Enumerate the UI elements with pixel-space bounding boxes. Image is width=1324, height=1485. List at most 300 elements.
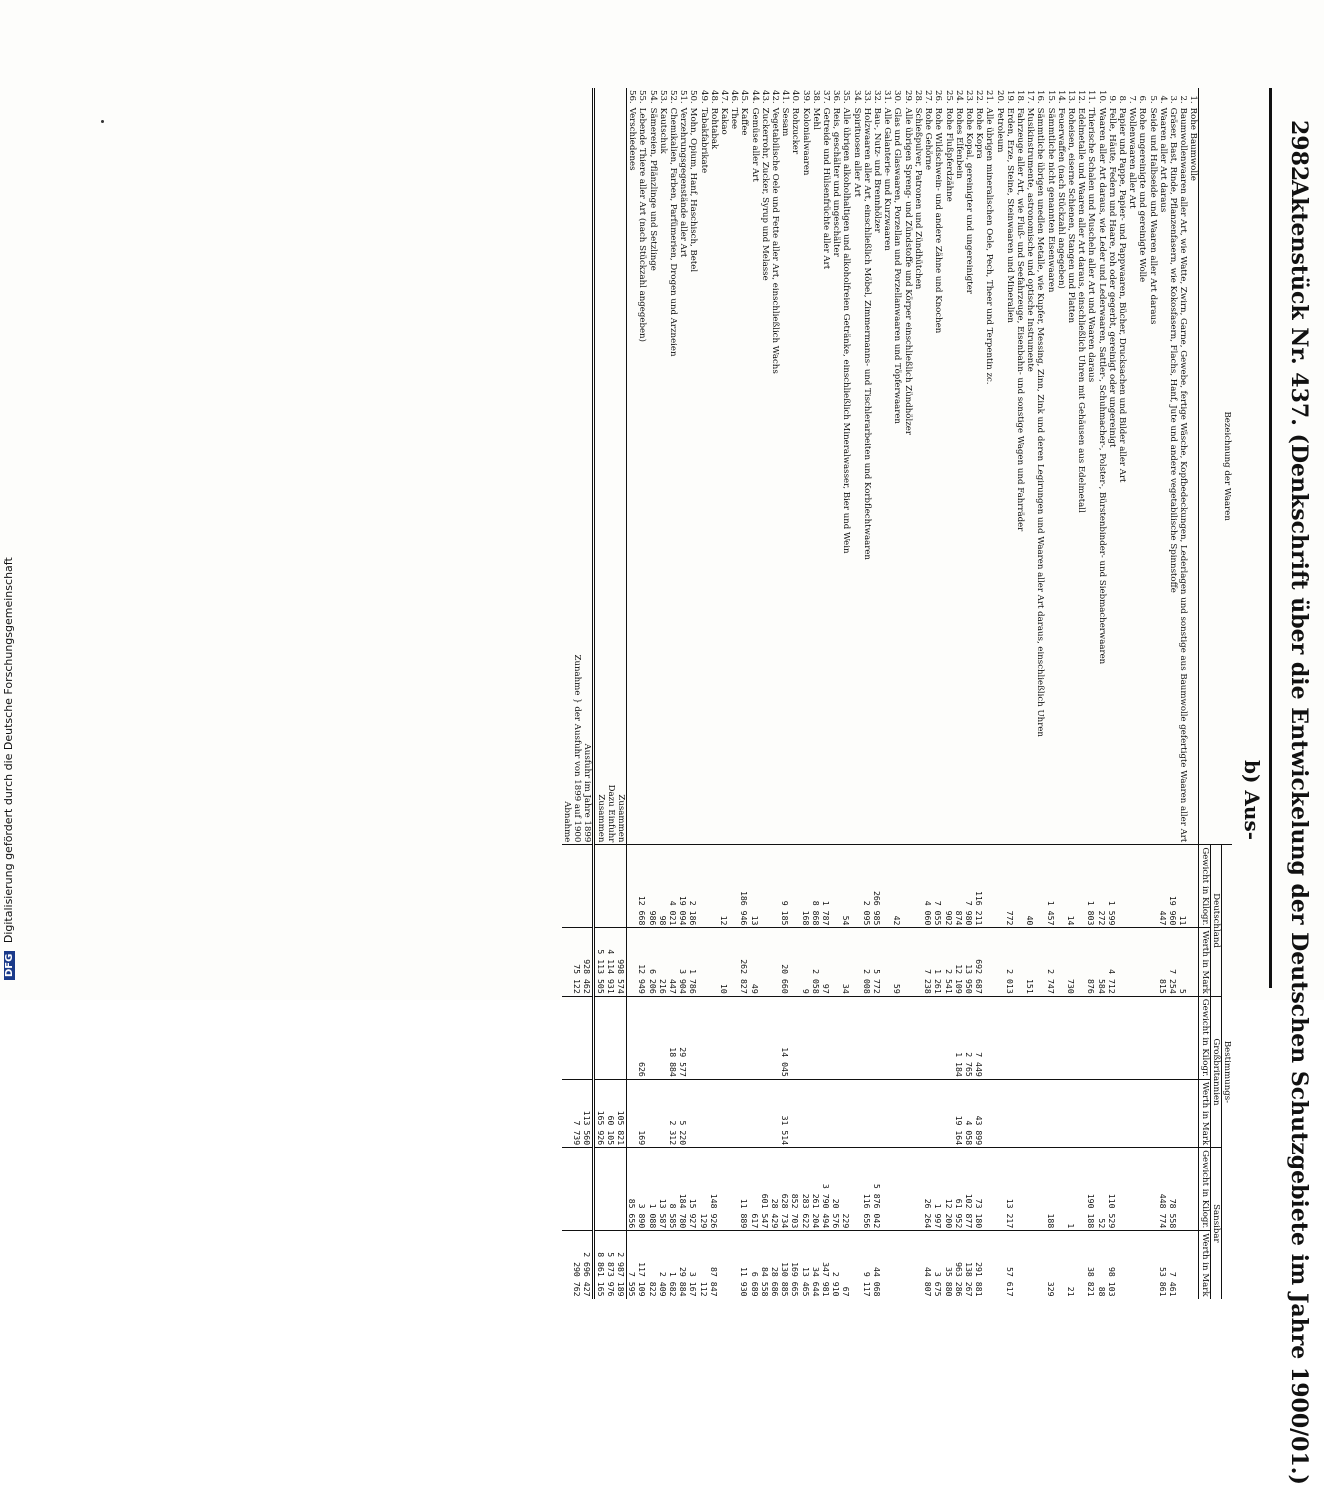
row-value [903,1148,913,1231]
row-value: 5 220 [678,1079,688,1147]
table-row [780,88,790,1299]
row-value: 261 204 [811,1148,821,1231]
row-value: 3 790 494 [821,1148,831,1231]
row-value [1127,845,1137,928]
row-name: Getreide und Hülsenfrüchte aller Art [821,107,832,270]
row-number: 14. [1055,90,1066,104]
col-header-name: Bezeichnung der Waaren [1199,88,1232,845]
row-value [1147,1231,1157,1299]
row-value: 34 644 [811,1231,821,1299]
row-number: 53. [657,90,668,104]
row-value: 1 457 [1045,845,1055,928]
row-value [1188,1231,1199,1299]
row-name: Kolonialwaaren [800,107,811,176]
row-value [1188,1148,1199,1231]
row-value: 15 927 [688,1148,698,1231]
row-value [1117,1079,1127,1147]
row-number: 30. [892,90,903,104]
row-value [800,996,810,1079]
row-value: 52 [1096,1148,1106,1231]
row-value: 78 558 [1168,1148,1178,1231]
row-value: 9 117 [862,1231,872,1299]
row-name: Schießpulver, Patronen und Zündhütchen [912,107,923,290]
row-number: 38. [810,90,821,104]
row-value [923,1079,933,1147]
row-value [1127,1079,1137,1147]
row-value: 2 312 [668,1079,678,1147]
row-value [1056,845,1066,928]
row-value [1127,928,1137,996]
row-value [1188,996,1199,1079]
row-value: 57 617 [1005,1231,1015,1299]
row-number: 7. [1127,95,1138,104]
row-value: 168 [800,845,810,928]
row-number: 3. [1167,95,1178,104]
table-row [882,88,892,1299]
row-value: 14 [1066,845,1076,928]
row-number: 42. [770,90,781,104]
row-number: 22. [974,90,985,104]
row-name: Seide und Halbseide und Waaren aller Art daraus [1147,107,1158,325]
table-row [1086,88,1096,1299]
row-value [923,996,933,1079]
total-value: 60 105 [606,1079,616,1147]
row-number: 15. [1045,90,1056,104]
row-value [1137,1148,1147,1231]
row-name: Sesam [780,107,791,137]
row-value: 1 803 [1086,845,1096,928]
row-name: Rohe ungereinigte und gereinigte Wolle [1137,107,1148,283]
row-value: 617 [749,1148,759,1231]
row-value [770,928,780,996]
row-name: Alle übrigen alkoholhaltigen und alkoholfreien Getränke, einschließlich Mineralwasser, Bier und Wein [841,107,852,554]
total-value: 998 574 [616,928,627,996]
total-value [616,845,627,928]
row-number: 31. [882,90,893,104]
row-value [994,1148,1004,1231]
row-value: 151 [1025,928,1035,996]
row-value [790,1079,800,1147]
row-number: 12. [1076,90,1087,104]
row-value [770,1079,780,1147]
total-value: 928 462 [582,928,594,996]
row-value: 7 055 [933,845,943,928]
row-name: Tabakfabrikate [698,107,709,174]
row-number: 51. [678,90,689,104]
total-value [562,928,572,996]
table-row [1096,88,1106,1299]
row-value [719,1148,729,1231]
row-name: Mehl [810,107,821,130]
table-row [739,88,749,1299]
row-value: 1 997 [933,1148,943,1231]
row-value [688,1079,698,1147]
row-value [913,928,923,996]
table-row [913,88,923,1299]
row-value [1107,1079,1117,1147]
total-value [572,845,582,928]
row-value: 2 186 [688,845,698,928]
row-value [994,1231,1004,1299]
row-number: 49. [698,90,709,104]
total-value [572,996,582,1079]
row-value: 88 [1096,1231,1106,1299]
total-value: 165 926 [594,1079,606,1147]
table-row [627,88,638,1299]
row-value: 43 899 [974,1079,984,1147]
row-value [882,845,892,928]
row-name: Alle übrigen mineralischen Oele, Pech, Theer und Terpentin zc. [984,107,995,385]
row-value: 40 [1025,845,1035,928]
row-value [892,1148,902,1231]
row-value [749,1079,759,1147]
row-value [1147,928,1157,996]
row-name: Verschiedenes [627,107,638,171]
row-name: Rohe Gehörne [923,107,934,171]
row-value: 12 949 [637,928,647,996]
row-value: 116 656 [862,1148,872,1231]
row-value: 11 930 [739,1231,749,1299]
row-value [729,928,739,996]
table-row [994,88,1004,1299]
row-name: Rohe Baumwolle [1188,107,1199,181]
row-number: 21. [984,90,995,104]
row-value [688,996,698,1079]
row-value [1127,1148,1137,1231]
row-number: 13. [1065,90,1076,104]
row-value [770,845,780,928]
row-value: 347 981 [821,1231,831,1299]
row-value [647,1079,657,1147]
row-value [1045,1079,1055,1147]
row-value: 1 786 [688,928,698,996]
row-value [984,1148,994,1231]
row-number: 32. [872,90,883,104]
table-row [1137,88,1147,1299]
row-value [1168,996,1178,1079]
row-value: 628 734 [780,1148,790,1231]
table-row [1178,88,1188,1299]
row-value [1015,928,1025,996]
row-value [851,845,861,928]
row-value: 2 095 [862,845,872,928]
row-value [1076,928,1086,996]
table-row [749,88,759,1299]
row-value: 5 772 [872,928,882,996]
row-value [882,996,892,1079]
section-heading: b) Aus- [1240,760,1264,841]
row-value: 6 689 [749,1231,759,1299]
row-value [1137,845,1147,928]
row-value [984,1231,994,1299]
row-value [1056,928,1066,996]
row-value [892,996,902,1079]
total-value [562,1148,572,1231]
row-value: 29 884 [678,1231,688,1299]
row-value: 266 985 [872,845,882,928]
row-value: 14 045 [780,996,790,1079]
row-value [831,928,841,996]
row-number: 2. [1178,95,1189,104]
row-value [760,1079,770,1147]
row-value [760,996,770,1079]
row-value [790,845,800,928]
row-value [831,845,841,928]
row-name: Vegetabilische Oele und Fette aller Art, einschließlich Wachs [770,107,781,374]
col-header-werth: Werth in Mark [1199,1079,1210,1147]
export-table [562,88,1232,1299]
table-row [964,88,974,1299]
row-number: 36. [831,90,842,104]
total-value [594,845,606,928]
row-value [729,845,739,928]
row-value [1056,996,1066,1079]
row-value [1117,996,1127,1079]
row-value: 11 [1178,845,1188,928]
row-value [933,996,943,1079]
col-header-gewicht: Gewicht in Kilogr. [1199,1148,1210,1231]
row-value: 21 [1066,1231,1076,1299]
total-value: 75 122 [572,928,582,996]
row-name: Sämmtliche übrigen unedlen Metalle, wie Kupfer, Messing, Zinn, Zink und deren Legirungen und Waaren aller Art daraus, einschließlich Uhren [1035,107,1046,737]
row-value [831,1079,841,1147]
row-name: Kautschuk [657,107,668,154]
row-name: Reis, geschälter und ungeschälter [831,107,842,257]
table-row [903,88,913,1299]
total-value [606,845,616,928]
row-value [903,928,913,996]
row-value [882,1079,892,1147]
row-value [760,845,770,928]
row-value: 4 712 [1107,928,1117,996]
row-value [903,1079,913,1147]
row-value: 13 217 [1005,1148,1015,1231]
row-value [903,845,913,928]
row-value: 2 013 [1005,928,1015,996]
row-value [1076,1231,1086,1299]
row-name: Glas und Glaswaaren, Porzellan und Porzellanwaaren und Töpferwaaren [892,107,903,424]
row-value [1005,996,1015,1079]
row-value [882,1148,892,1231]
row-value [770,996,780,1079]
row-value [862,996,872,1079]
row-value: 584 [1096,928,1106,996]
row-name: Thee [729,107,740,130]
table-row [760,88,770,1299]
row-value [1045,996,1055,1079]
row-value: 186 946 [739,845,749,928]
row-value: 216 [658,928,668,996]
row-name: Feuerwaffen (nach Stückzahl angegeben) [1055,107,1066,289]
row-value: 3 890 [637,1148,647,1231]
row-value: 283 622 [800,1148,810,1231]
row-value [1035,928,1045,996]
row-value [1086,996,1096,1079]
row-name: Waaren aller Art daraus, wie Leder und Lederwaaren, Sattler-, Schuhmacher-, Polster-, Bürstenbinder- und Siebmacherwaaren [1096,107,1107,665]
row-value: 13 587 [658,1148,668,1231]
row-name: Roheisen, eiserne Schienen, Stangen und Platten [1065,107,1076,323]
table-row [851,88,861,1299]
row-value [984,996,994,1079]
row-number: 1. [1188,95,1199,104]
row-number: 27. [923,90,934,104]
table-row [658,88,668,1299]
row-value: 67 [841,1231,851,1299]
row-value [1035,1079,1045,1147]
row-value: 8 868 [811,845,821,928]
total-value: 105 821 [616,1079,627,1147]
row-value: 42 [892,845,902,928]
row-name: Lebende Thiere aller Art (nach Stückzahl angegeben) [637,107,648,342]
row-name: Fahrzeuge aller Art, wie Fluß- und Seefahrzeuge, Eisenbahn- und sonstige Wagen und Fahrräder [1014,107,1025,532]
total-value: 290 762 [572,1231,582,1299]
row-value [627,845,638,928]
row-value [760,928,770,996]
row-value [1147,845,1157,928]
total-value [562,1079,572,1147]
row-value [658,996,668,1079]
row-value: 26 264 [923,1148,933,1231]
row-number: 54. [647,90,658,104]
total-row [594,88,606,1299]
table-row [872,88,882,1299]
row-number: 52. [668,90,679,104]
row-value [913,845,923,928]
row-value: 876 [1086,928,1096,996]
row-number: 55. [637,90,648,104]
row-value [729,996,739,1079]
total-label: Abnahme [562,801,572,843]
row-value: 329 [1045,1231,1055,1299]
row-value: 12 [719,845,729,928]
table-row [678,88,688,1299]
total-value: 8 861 165 [594,1231,606,1299]
row-value: 852 703 [790,1148,800,1231]
page-header [1278,120,1312,1485]
row-value: 190 188 [1086,1148,1096,1231]
table-row [1005,88,1015,1299]
table-row [1107,88,1117,1299]
row-value: 29 577 [678,996,688,1079]
table-row [923,88,933,1299]
row-number: 28. [912,90,923,104]
row-value [729,1148,739,1231]
row-value: 10 [719,928,729,996]
row-value: 31 514 [780,1079,790,1147]
table-row [892,88,902,1299]
total-value: 5 873 976 [606,1231,616,1299]
table-row [1045,88,1055,1299]
total-value: 7 739 [572,1079,582,1147]
row-value: 262 827 [739,928,749,996]
table-row [1188,88,1199,1299]
row-value: 272 [1096,845,1106,928]
row-value [1127,1231,1137,1299]
row-name: Kakao [719,107,730,135]
table-row [1035,88,1045,1299]
row-value: 626 [637,996,647,1079]
row-value: 130 885 [780,1231,790,1299]
row-number: 18. [1014,90,1025,104]
row-value: 730 [1066,928,1076,996]
row-value [658,1079,668,1147]
row-value: 822 [647,1231,657,1299]
row-number: 34. [851,90,862,104]
ink-dot [101,120,104,123]
row-value: 5 [1178,928,1188,996]
row-value: 7 254 [1168,928,1178,996]
row-value [841,1079,851,1147]
row-value [790,996,800,1079]
table-row [933,88,943,1299]
page-number: 2982 [1286,120,1312,182]
row-name: Erden, Erze, Steine, Steinwaaren und Mineralien [1004,107,1015,323]
row-value: 184 780 [678,1148,688,1231]
row-number: 20. [994,90,1005,104]
row-name: Waaren aller Art daraus [1157,107,1168,213]
row-value [1158,996,1168,1079]
row-value [1178,1148,1188,1231]
col-header-werth: Werth in Mark [1199,928,1210,996]
row-number: 25. [943,90,954,104]
row-value: 169 [637,1079,647,1147]
row-value [1178,1231,1188,1299]
row-name: Rohe Wildschwein- und andere Zähne und Knochen [933,107,944,334]
row-value: 61 952 [954,1148,964,1231]
row-name: Gemüse aller Art [749,107,760,182]
total-value: 113 560 [582,1079,594,1147]
total-value: 4 114 931 [606,928,616,996]
total-value [572,1148,582,1231]
row-value [1137,1079,1147,1147]
table-row [668,88,678,1299]
row-value [1137,996,1147,1079]
row-value: 12 109 [954,928,964,996]
row-value [1066,996,1076,1079]
total-value: 5 113 505 [594,928,606,996]
row-name: Mohn, Opium, Hanf, Haschisch, Betel [688,107,699,273]
row-value: 12 200 [943,1148,953,1231]
row-value [1015,996,1025,1079]
row-number: 11. [1086,90,1097,104]
row-value [1025,996,1035,1079]
row-value: 1 261 [933,928,943,996]
row-name: Spirituosen aller Art [851,107,862,197]
row-value [851,1231,861,1299]
row-value [1137,1231,1147,1299]
row-name: Alle übrigen Spreng- und Zündstoffe und Körper einschließlich Zündhölzer [902,107,913,435]
row-number: 6. [1137,95,1148,104]
row-value: 772 [1005,845,1015,928]
row-value: 3 675 [933,1231,943,1299]
row-name: Bau-, Nutz- und Brennhölzer [872,107,883,233]
row-value [698,845,708,928]
row-name: Thierische Schalen und Muscheln aller Art und Waaren daraus [1086,107,1097,383]
total-value [594,1148,606,1231]
row-value [1117,1148,1127,1231]
table-row [821,88,831,1299]
row-value [1035,1231,1045,1299]
row-value [851,1079,861,1147]
row-number: 29. [902,90,913,104]
row-value [627,928,638,996]
row-value [698,1079,708,1147]
row-value: 13 [749,845,759,928]
row-value [933,1079,943,1147]
row-value [749,996,759,1079]
row-value: 3 904 [678,928,688,996]
row-number: 4. [1157,95,1168,104]
